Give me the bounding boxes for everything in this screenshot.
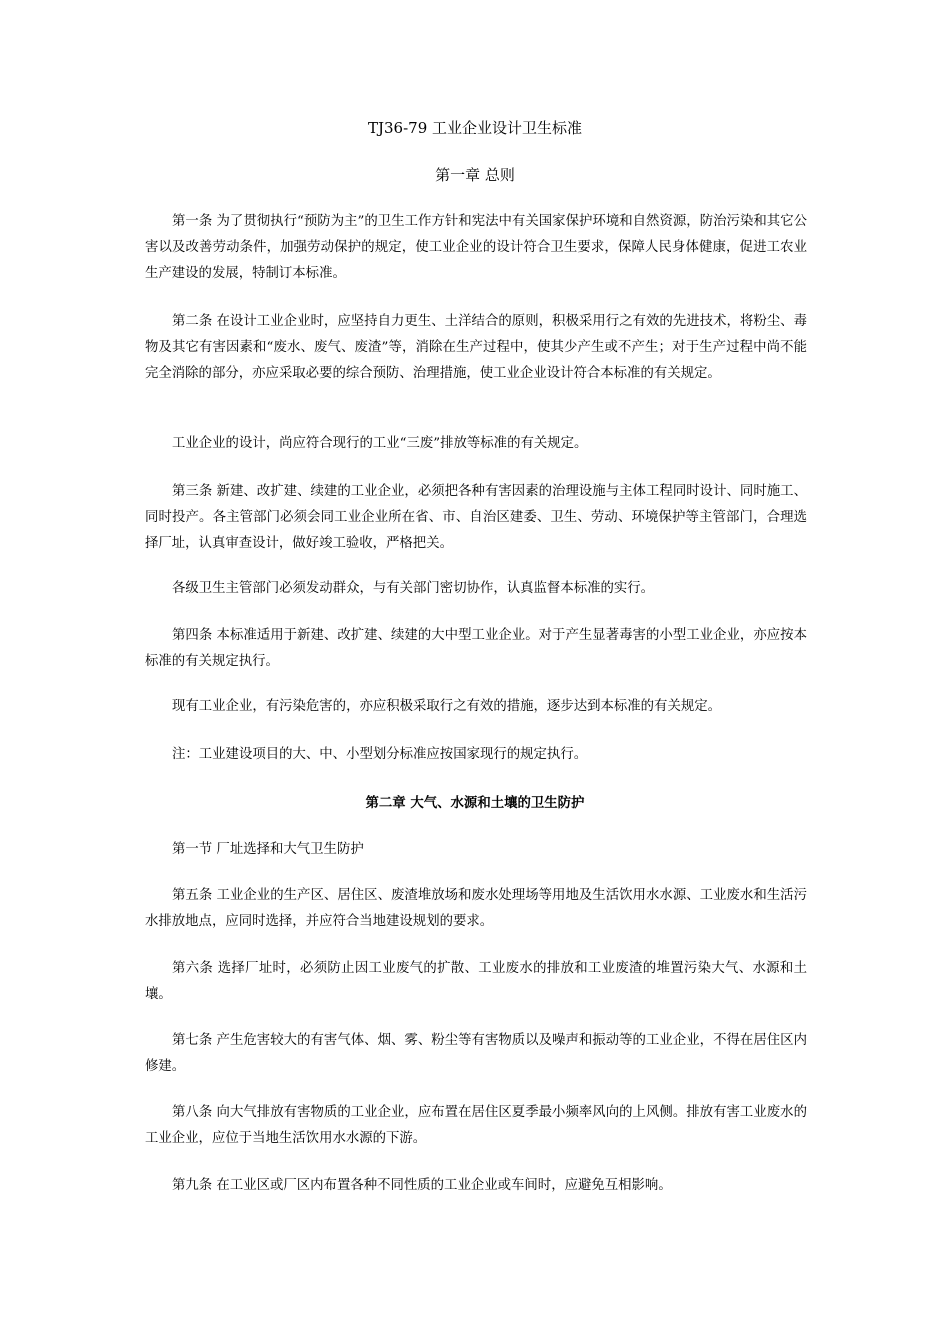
article-paragraph: 第三条 新建、改扩建、续建的工业企业，必须把各种有害因素的治理设施与主体工程同时设计、同时施工、同时投产。各主管部门必须会同工业企业所在省、市、自治区建委、卫生、劳动、环境保护等主管部门，合理选择厂址，认真审查设计，做好竣工验收，严格把关。 [145,484,807,551]
article-paragraph: 第四条 本标准适用于新建、改扩建、续建的大中型工业企业。对于产生显著毒害的小型工业企业，亦应按本标准的有关规定执行。 [145,628,807,669]
section-heading: 第一节 厂址选择和大气卫生防护 [172,842,364,857]
article-paragraph: 现有工业企业，有污染危害的，亦应积极采取行之有效的措施，逐步达到本标准的有关规定。 [172,699,722,714]
article-paragraph: 第五条 工业企业的生产区、居住区、废渣堆放场和废水处理场等用地及生活饮用水水源、工业废水和生活污水排放地点，应同时选择，并应符合当地建设规划的要求。 [145,888,807,929]
chapter-heading: 第一章 总则 [435,166,515,184]
note-paragraph: 注：工业建设项目的大、中、小型划分标准应按国家现行的规定执行。 [172,747,588,762]
article-paragraph: 第二条 在设计工业企业时，应坚持自力更生、土洋结合的原则，积极采用行之有效的先进技术，将粉尘、毒物及其它有害因素和“废水、废气、废渣”等，消除在生产过程中，使其少产生或不产生；对于生产过程中尚不能完全消除的部分，亦应采取必要的综合预防、治理措施，使工业企业设计符合本标准的有关规定。 [145,314,807,381]
article-paragraph: 第八条 向大气排放有害物质的工业企业，应布置在居住区夏季最小频率风向的上风侧。排放有害工业废水的工业企业，应位于当地生活饮用水水源的下游。 [145,1105,807,1146]
article-paragraph: 第六条 选择厂址时，必须防止因工业废气的扩散、工业废水的排放和工业废渣的堆置污染大气、水源和土壤。 [145,961,807,1002]
article-paragraph: 第九条 在工业区或厂区内布置各种不同性质的工业企业或车间时，应避免互相影响。 [172,1178,672,1193]
article-paragraph: 第七条 产生危害较大的有害气体、烟、雾、粉尘等有害物质以及噪声和振动等的工业企业，不得在居住区内修建。 [145,1033,807,1074]
article-paragraph: 第一条 为了贯彻执行“预防为主”的卫生工作方针和宪法中有关国家保护环境和自然资源，防治污染和其它公害以及改善劳动条件，加强劳动保护的规定，使工业企业的设计符合卫生要求，保障人民身体健康，促进工农业生产建设的发展，特制订本标准。 [145,214,807,281]
document-title: TJ36-79 工业企业设计卫生标准 [367,119,583,137]
article-paragraph: 工业企业的设计，尚应符合现行的工业“三废”排放等标准的有关规定。 [172,436,588,451]
chapter-heading: 第二章 大气、水源和土壤的卫生防护 [365,795,585,811]
article-paragraph: 各级卫生主管部门必须发动群众，与有关部门密切协作，认真监督本标准的实行。 [172,581,655,596]
